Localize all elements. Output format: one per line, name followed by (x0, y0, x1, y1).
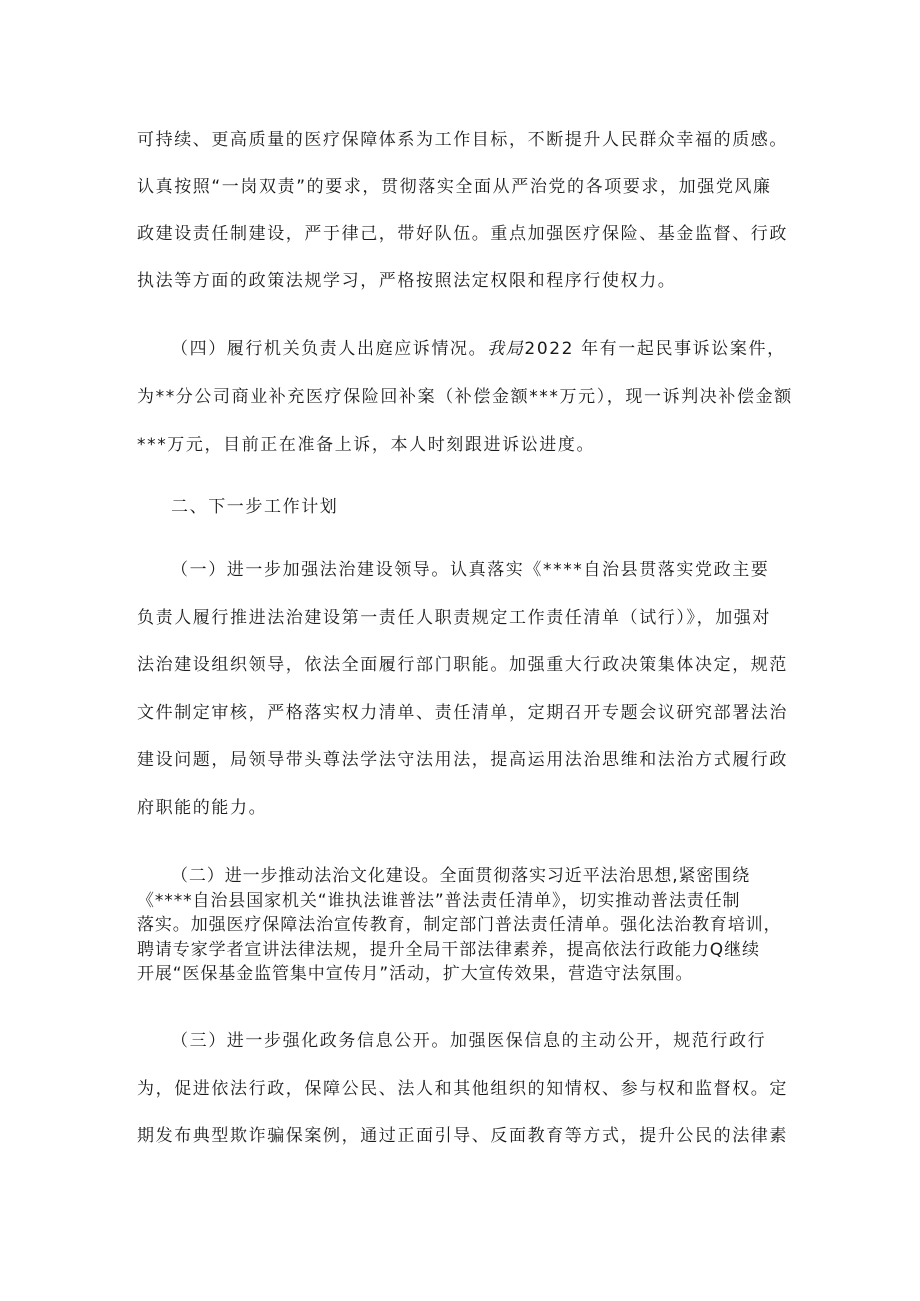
text-line: 法治建设组织领导，依法全面履行部门职能。加强重大行政决策集体决定，规范 (137, 655, 788, 675)
text-line: 府职能的能力。 (137, 798, 268, 818)
text-line (171, 337, 797, 361)
text-line: （一）进一步加强法治建设领导。认真落实《****自治县贯落实党政主要 (171, 560, 770, 580)
text-line: 落实。加强医疗保障法治宣传教育，制定部门普法责任清单。强化法治教育培训， (137, 915, 782, 935)
text-line: （三）进一步强化政务信息公开。加强医保信息的主动公开，规范行政行 (171, 1031, 767, 1051)
text-line: 开展“医保基金监管集中宣传月”活动，扩大宣传效果，营造守法氛围。 (137, 964, 694, 984)
text-line: 期发布典型欺诈骗保案例，通过正面引导、反面教育等方式，提升公民的法律素 (137, 1126, 788, 1146)
text-line: 文件制定审核，严格落实权力清单、责任清单，定期召开专题会议研究部署法治 (137, 703, 788, 723)
text-run: 2022 年有一起民事诉讼案件， (524, 339, 786, 359)
text-run: （四）履行机关负责人出庭应诉情况。 (171, 339, 488, 359)
text-run-italic: 我局 (487, 339, 525, 359)
text-line: ***万元，目前正在准备上诉，本人时刻跟进诉讼进度。 (137, 435, 596, 455)
text-line: 为，促进依法行政，保障公民、法人和其他组织的知情权、参与权和监督权。定 (137, 1079, 788, 1099)
text-line: 可持续、更高质量的医疗保障体系为工作目标，不断提升人民群众幸福的质感。 (137, 130, 788, 150)
text-line: 聘请专家学者宣讲法律法规，提升全局干部法律素养，提高依法行政能力Q继续 (137, 940, 760, 960)
text-line: 认真按照“一岗双责”的要求，贯彻落实全面从严治党的各项要求，加强党风廉 (137, 177, 772, 197)
text-line: 政建设责任制建设，严于律己，带好队伍。重点加强医疗保险、基金监督、行政 (137, 224, 788, 244)
text-line: 执法等方面的政策法规学习，严格按照法定权限和程序行使权力。 (137, 271, 677, 291)
section-heading: 二、下一步工作计划 (171, 497, 339, 517)
text-line: 负责人履行推进法治建设第一责任人职责规定工作责任清单（试行）》，加强对 (137, 608, 771, 628)
text-line: 建设问题，局领导带头尊法学法守法用法，提高运用法治思维和法治方式履行政 (137, 750, 788, 770)
text-line: 为**分公司商业补充医疗保险回补案（补偿金额***万元），现一诉判决补偿金额 (137, 387, 793, 407)
text-line: 《****自治县国家机关“谁执法谁普法”普法责任清单》，切实推动普法责任制 (137, 891, 741, 911)
text-line: （二）进一步推动法治文化建设。全面贯彻落实习近平法治思想,紧密围绕 (171, 866, 751, 886)
